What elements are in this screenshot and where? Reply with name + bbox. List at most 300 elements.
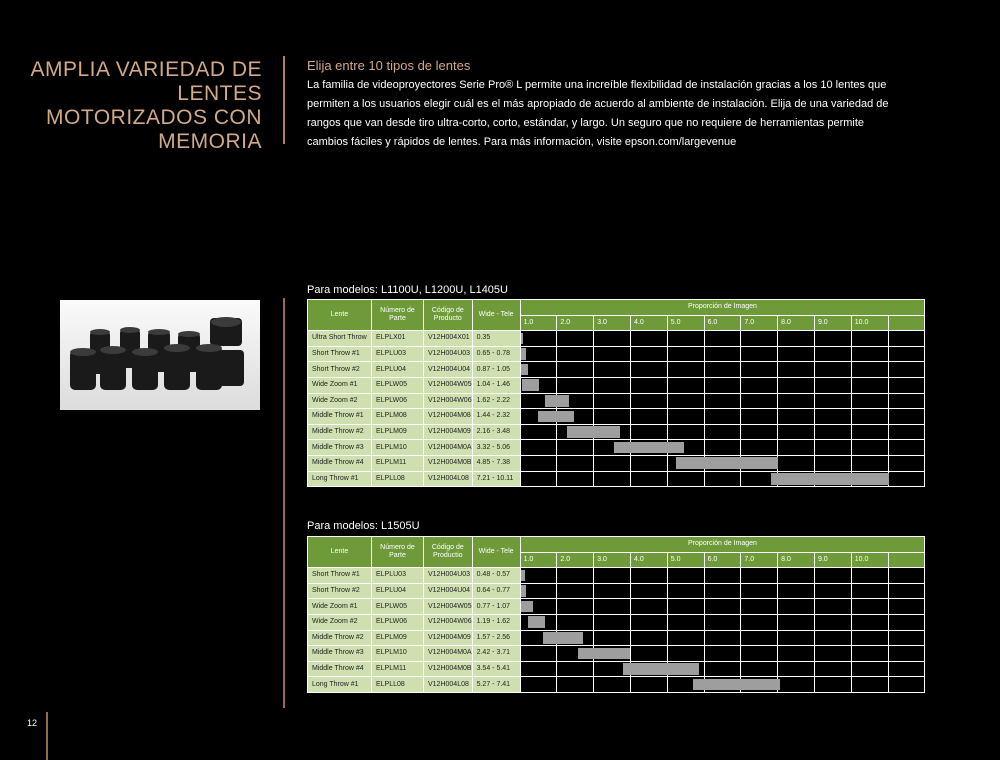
tick-label (888, 552, 925, 568)
tick-label (888, 315, 925, 331)
grid-cell (630, 346, 667, 362)
grid-cell (851, 362, 888, 378)
grid-cell (667, 346, 704, 362)
grid-cell (851, 409, 888, 425)
product-code: V12H004U04 (424, 583, 473, 599)
product-code: V12H004U04 (424, 362, 473, 378)
grid-cell (667, 377, 704, 393)
lens-name: Wide Zoom #1 (308, 599, 372, 615)
lens-name: Ultra Short Throw (308, 331, 372, 347)
grid-cell (594, 471, 631, 487)
grid-cell (778, 599, 815, 615)
grid-cell (667, 661, 704, 677)
grid-cell (888, 362, 925, 378)
tick-label: 7.0 (741, 315, 778, 331)
product-code: V12H004U03 (424, 346, 473, 362)
grid-cell (667, 677, 704, 693)
grid-cell (851, 331, 888, 347)
grid-cell (594, 362, 631, 378)
grid-cell (557, 677, 594, 693)
product-code: V12H004W05 (424, 599, 473, 615)
grid-cell (557, 646, 594, 662)
grid-cell (704, 630, 741, 646)
heading-divider (283, 56, 285, 144)
grid-cell (741, 646, 778, 662)
grid-cell (704, 583, 741, 599)
tick-label: 10.0 (851, 552, 888, 568)
wide-tele-range: 1.19 - 1.62 (472, 614, 520, 630)
product-code: V12H004U03 (424, 568, 473, 584)
part-number: ELPLM10 (372, 440, 424, 456)
grid-cell (778, 393, 815, 409)
grid-cell (630, 377, 667, 393)
grid-cell (814, 630, 851, 646)
grid-cell (557, 599, 594, 615)
table-row (308, 661, 925, 677)
part-number: ELPLW05 (372, 599, 424, 615)
grid-cell (814, 471, 851, 487)
grid-cell (888, 583, 925, 599)
grid-cell (741, 583, 778, 599)
lens-name: Middle Throw #4 (308, 661, 372, 677)
wide-tele-range: 0.65 - 0.78 (472, 346, 520, 362)
grid-cell (667, 614, 704, 630)
grid-cell (741, 377, 778, 393)
lens-name: Short Throw #1 (308, 568, 372, 584)
grid-cell (888, 630, 925, 646)
lens-name: Long Throw #1 (308, 471, 372, 487)
lens-name: Middle Throw #1 (308, 409, 372, 425)
grid-cell (741, 331, 778, 347)
tick-label: 2.0 (557, 552, 594, 568)
intro-section (307, 58, 907, 152)
grid-cell (667, 471, 704, 487)
wide-tele-range: 7.21 - 10.11 (472, 471, 520, 487)
grid-cell (704, 346, 741, 362)
table-row (308, 377, 925, 393)
page-number: 12 (27, 718, 38, 728)
grid-cell (888, 568, 925, 584)
grid-cell (741, 393, 778, 409)
wide-tele-range: 2.42 - 3.71 (472, 646, 520, 662)
grid-cell (778, 455, 815, 471)
grid-cell (520, 677, 557, 693)
grid-cell (557, 409, 594, 425)
grid-cell (814, 614, 851, 630)
grid-cell (851, 346, 888, 362)
grid-cell (667, 362, 704, 378)
part-number: ELPLW06 (372, 614, 424, 630)
tick-label: 4.0 (630, 552, 667, 568)
grid-cell (704, 331, 741, 347)
grid-cell (557, 331, 594, 347)
grid-cell (630, 471, 667, 487)
grid-cell (520, 630, 557, 646)
grid-cell (520, 424, 557, 440)
grid-cell (778, 409, 815, 425)
part-number: ELPLL08 (372, 471, 424, 487)
grid-cell (557, 583, 594, 599)
table-row (308, 455, 925, 471)
grid-cell (851, 583, 888, 599)
grid-cell (704, 661, 741, 677)
product-code: V12H004W05 (424, 377, 473, 393)
chart-1-caption: Para modelos: L1100U, L1200U, L1405U (307, 284, 508, 296)
grid-cell (594, 630, 631, 646)
part-number: ELPLX01 (372, 331, 424, 347)
grid-cell (704, 455, 741, 471)
grid-cell (667, 630, 704, 646)
lens-name: Middle Throw #2 (308, 424, 372, 440)
grid-cell (520, 455, 557, 471)
table-row (308, 346, 925, 362)
grid-cell (667, 583, 704, 599)
grid-cell (778, 346, 815, 362)
product-code: V12H004M0B (424, 455, 473, 471)
part-number: ELPLM10 (372, 646, 424, 662)
grid-cell (888, 377, 925, 393)
grid-cell (741, 614, 778, 630)
part-number: ELPLU03 (372, 568, 424, 584)
grid-cell (814, 661, 851, 677)
grid-cell (814, 377, 851, 393)
grid-cell (778, 331, 815, 347)
tick-label: 5.0 (667, 552, 704, 568)
header-part-number: Número de Parte (372, 537, 424, 568)
grid-cell (778, 677, 815, 693)
product-code: V12H004M0B (424, 661, 473, 677)
tick-label: 2.0 (557, 315, 594, 331)
grid-cell (520, 331, 557, 347)
table-row (308, 440, 925, 456)
wide-tele-range: 0.64 - 0.77 (472, 583, 520, 599)
header-image-ratio: Proporción de Imagen (520, 537, 925, 553)
grid-cell (630, 409, 667, 425)
section-divider (283, 298, 285, 708)
grid-cell (851, 599, 888, 615)
lens-name: Middle Throw #4 (308, 455, 372, 471)
wide-tele-range: 1.04 - 1.46 (472, 377, 520, 393)
grid-cell (704, 377, 741, 393)
table-row (308, 583, 925, 599)
grid-cell (704, 393, 741, 409)
part-number: ELPLM09 (372, 630, 424, 646)
grid-cell (594, 646, 631, 662)
grid-cell (557, 614, 594, 630)
part-number: ELPLW05 (372, 377, 424, 393)
lens-name: Short Throw #2 (308, 583, 372, 599)
grid-cell (704, 614, 741, 630)
tick-label: 6.0 (704, 552, 741, 568)
grid-cell (704, 440, 741, 456)
part-number: ELPLM09 (372, 424, 424, 440)
grid-cell (851, 630, 888, 646)
grid-cell (594, 424, 631, 440)
product-code: V12H004X01 (424, 331, 473, 347)
lens-name: Middle Throw #3 (308, 646, 372, 662)
grid-cell (594, 614, 631, 630)
lens-name: Wide Zoom #2 (308, 393, 372, 409)
grid-cell (704, 471, 741, 487)
grid-cell (741, 362, 778, 378)
grid-cell (888, 424, 925, 440)
grid-cell (520, 661, 557, 677)
lens-table-l1100u (307, 299, 925, 487)
grid-cell (594, 440, 631, 456)
tick-label: 10.0 (851, 315, 888, 331)
header-lens: Lente (308, 300, 372, 331)
grid-cell (778, 568, 815, 584)
lens-name: Wide Zoom #2 (308, 614, 372, 630)
wide-tele-range: 5.27 - 7.41 (472, 677, 520, 693)
grid-cell (667, 646, 704, 662)
grid-cell (520, 362, 557, 378)
table-row (308, 409, 925, 425)
lens-table-l1505u (307, 536, 925, 693)
wide-tele-range: 4.85 - 7.38 (472, 455, 520, 471)
grid-cell (630, 614, 667, 630)
lens-name: Long Throw #1 (308, 677, 372, 693)
grid-cell (557, 568, 594, 584)
table-row (308, 362, 925, 378)
grid-cell (741, 455, 778, 471)
grid-cell (557, 362, 594, 378)
grid-cell (741, 409, 778, 425)
grid-cell (888, 331, 925, 347)
grid-cell (520, 583, 557, 599)
grid-cell (888, 346, 925, 362)
grid-cell (594, 599, 631, 615)
grid-cell (778, 424, 815, 440)
grid-cell (667, 424, 704, 440)
grid-cell (888, 599, 925, 615)
grid-cell (814, 409, 851, 425)
wide-tele-range: 3.32 - 5.06 (472, 440, 520, 456)
wide-tele-range: 0.48 - 0.57 (472, 568, 520, 584)
part-number: ELPLU03 (372, 346, 424, 362)
grid-cell (851, 661, 888, 677)
tick-label: 1.0 (520, 552, 557, 568)
grid-cell (594, 661, 631, 677)
grid-cell (594, 331, 631, 347)
header-wide-tele: Wide - Tele (472, 537, 520, 568)
grid-cell (630, 424, 667, 440)
part-number: ELPLU04 (372, 583, 424, 599)
grid-cell (630, 362, 667, 378)
grid-cell (557, 661, 594, 677)
grid-cell (594, 677, 631, 693)
lens-name: Middle Throw #3 (308, 440, 372, 456)
grid-cell (814, 440, 851, 456)
grid-cell (557, 377, 594, 393)
wide-tele-range: 1.44 - 2.32 (472, 409, 520, 425)
grid-cell (741, 424, 778, 440)
grid-cell (667, 599, 704, 615)
grid-cell (667, 409, 704, 425)
grid-cell (704, 409, 741, 425)
chart-2-caption: Para modelos: L1505U (307, 520, 420, 532)
part-number: ELPLL08 (372, 677, 424, 693)
grid-cell (557, 424, 594, 440)
header-product-code: Código de Producto (424, 300, 473, 331)
grid-cell (630, 393, 667, 409)
grid-cell (888, 646, 925, 662)
grid-cell (630, 568, 667, 584)
part-number: ELPLM11 (372, 455, 424, 471)
grid-cell (778, 362, 815, 378)
grid-cell (814, 331, 851, 347)
tick-label: 6.0 (704, 315, 741, 331)
grid-cell (557, 455, 594, 471)
grid-cell (520, 440, 557, 456)
grid-cell (851, 455, 888, 471)
grid-cell (704, 568, 741, 584)
grid-cell (851, 440, 888, 456)
grid-cell (741, 440, 778, 456)
grid-cell (778, 377, 815, 393)
grid-cell (557, 440, 594, 456)
table-row (308, 630, 925, 646)
table-row (308, 677, 925, 693)
product-code: V12H004M0A (424, 440, 473, 456)
grid-cell (630, 455, 667, 471)
page-heading: AMPLIA VARIEDAD DE LENTES MOTORIZADOS CON MEMORIA (30, 58, 262, 153)
grid-cell (557, 471, 594, 487)
header-lens: Lente (308, 537, 372, 568)
lens-name: Wide Zoom #1 (308, 377, 372, 393)
grid-cell (630, 583, 667, 599)
grid-cell (888, 393, 925, 409)
grid-cell (557, 630, 594, 646)
part-number: ELPLM11 (372, 661, 424, 677)
grid-cell (814, 362, 851, 378)
grid-cell (778, 661, 815, 677)
grid-cell (630, 599, 667, 615)
tick-label: 7.0 (741, 552, 778, 568)
grid-cell (741, 599, 778, 615)
product-code: V12H004L08 (424, 471, 473, 487)
table-row (308, 424, 925, 440)
header-product-code: Código de Productio (424, 537, 473, 568)
grid-cell (741, 661, 778, 677)
grid-cell (814, 346, 851, 362)
tick-label: 4.0 (630, 315, 667, 331)
grid-cell (594, 346, 631, 362)
grid-cell (630, 630, 667, 646)
table-row (308, 331, 925, 347)
wide-tele-range: 1.57 - 2.56 (472, 630, 520, 646)
grid-cell (814, 677, 851, 693)
header-image-ratio: Proporción de Imagen (520, 300, 925, 316)
tick-label: 9.0 (814, 315, 851, 331)
wide-tele-range: 0.77 - 1.07 (472, 599, 520, 615)
grid-cell (704, 599, 741, 615)
grid-cell (520, 646, 557, 662)
table-row (308, 568, 925, 584)
grid-cell (594, 455, 631, 471)
grid-cell (888, 455, 925, 471)
grid-cell (778, 646, 815, 662)
grid-cell (520, 346, 557, 362)
grid-cell (630, 677, 667, 693)
grid-cell (888, 440, 925, 456)
grid-cell (520, 599, 557, 615)
footer-divider (46, 712, 48, 760)
grid-cell (814, 568, 851, 584)
grid-cell (630, 661, 667, 677)
grid-cell (851, 614, 888, 630)
grid-cell (814, 455, 851, 471)
tick-label: 9.0 (814, 552, 851, 568)
grid-cell (520, 393, 557, 409)
lens-name: Short Throw #2 (308, 362, 372, 378)
grid-cell (851, 677, 888, 693)
wide-tele-range: 0.35 (472, 331, 520, 347)
grid-cell (851, 424, 888, 440)
grid-cell (557, 393, 594, 409)
grid-cell (814, 583, 851, 599)
grid-cell (630, 331, 667, 347)
grid-cell (851, 646, 888, 662)
grid-cell (520, 471, 557, 487)
part-number: ELPLW06 (372, 393, 424, 409)
product-code: V12H004L08 (424, 677, 473, 693)
grid-cell (741, 568, 778, 584)
wide-tele-range: 1.62 - 2.22 (472, 393, 520, 409)
grid-cell (594, 409, 631, 425)
wide-tele-range: 2.16 - 3.48 (472, 424, 520, 440)
grid-cell (667, 455, 704, 471)
grid-cell (778, 471, 815, 487)
header-wide-tele: Wide - Tele (472, 300, 520, 331)
grid-cell (594, 583, 631, 599)
grid-cell (667, 440, 704, 456)
grid-cell (778, 440, 815, 456)
grid-cell (888, 661, 925, 677)
tick-label: 8.0 (778, 552, 815, 568)
table-row (308, 599, 925, 615)
part-number: ELPLU04 (372, 362, 424, 378)
tick-label: 8.0 (778, 315, 815, 331)
grid-cell (667, 568, 704, 584)
grid-cell (520, 377, 557, 393)
grid-cell (778, 630, 815, 646)
grid-cell (557, 346, 594, 362)
grid-cell (888, 614, 925, 630)
grid-cell (814, 646, 851, 662)
product-code: V12H004W06 (424, 614, 473, 630)
grid-cell (520, 409, 557, 425)
grid-cell (814, 599, 851, 615)
grid-cell (778, 614, 815, 630)
grid-cell (741, 346, 778, 362)
part-number: ELPLM08 (372, 409, 424, 425)
intro-body: La familia de videoproyectores Serie Pro® L permite una increíble flexibilidad de instalación gracias a los 10 lentes que permiten a los usuarios elegir cuál es el más apropiado de acuerdo al ambiente de instalación. Elija de una variedad de rangos que van desde tiro ultra-corto, corto, estándar, y largo. Un seguro que no requiere de herramientas permite cambios fáciles y rápidos de lentes. Para más información, visite epson.com/largevenue (307, 79, 889, 148)
grid-cell (520, 614, 557, 630)
header-part-number: Número de Parte (372, 300, 424, 331)
grid-cell (741, 471, 778, 487)
intro-title: Elija entre 10 tipos de lentes (307, 58, 471, 73)
wide-tele-range: 0.87 - 1.05 (472, 362, 520, 378)
grid-cell (594, 393, 631, 409)
grid-cell (851, 568, 888, 584)
grid-cell (814, 393, 851, 409)
lens-lineup-photo (60, 300, 260, 410)
tick-label: 3.0 (594, 552, 631, 568)
grid-cell (704, 646, 741, 662)
grid-cell (630, 646, 667, 662)
grid-cell (741, 677, 778, 693)
